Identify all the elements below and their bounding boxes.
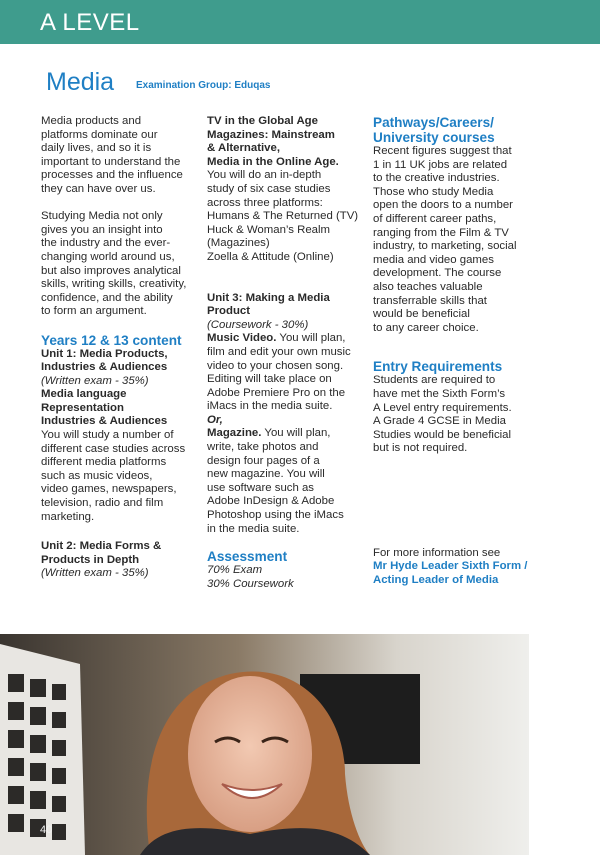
text-line: would be beneficial [373,308,470,321]
text-line: transferrable skills that [373,294,487,307]
text-line: also teaches valuable [373,280,483,293]
unit1-weight: (Written exam - 35%) [41,374,149,387]
heading-line: University courses [373,130,495,145]
unit3-title: Product [207,305,251,318]
text-line: the industry and the ever- [41,237,171,250]
student-photo [0,634,529,855]
text-line: iMacs in the media suite. [207,400,333,413]
header-banner [0,0,600,44]
entry-requirements-heading: Entry Requirements [373,359,503,375]
text-line: Students are required to [373,374,496,387]
text-line: A Grade 4 GCSE in Media [373,415,506,428]
topic-line: TV in the Global Age [207,115,318,127]
text-line: study of six case studies [207,182,331,195]
text-line: television, radio and film [41,497,164,510]
text-line: in the media suite. [207,522,300,535]
text-line: to form an argument. [41,305,147,318]
text-line: skills, writing skills, creativity, [41,278,187,291]
unit2-weight: (Written exam - 35%) [41,567,149,580]
contact-line: Acting Leader of Media [373,574,499,587]
unit3-section [207,292,365,537]
text-line: video games, newspapers, [41,483,177,496]
text-line: important to understand the [41,155,181,168]
text-line: confidence, and the ability [41,291,173,304]
exam-group-label: Examination Group: Eduqas [136,80,271,91]
more-info-text: For more information see [373,546,501,559]
music-video-label: Music Video. [207,332,277,345]
photo-illustration [0,634,529,855]
subject-title: Media [46,68,115,96]
unit1-section [41,348,199,525]
or-label: Or, [207,413,223,426]
unit2-topics [207,115,365,265]
text-line: but also improves analytical [41,264,181,277]
text-line: You will study a number of [41,429,174,442]
text-line: marketing. [41,510,95,523]
text-line: to the creative industries. [373,172,500,185]
topic-line: Magazines: Mainstream [207,128,335,141]
text-line: different case studies across [41,442,186,455]
column-3 [373,115,531,588]
text-line: 1 in 11 UK jobs are related [373,158,508,171]
text-line: open the doors to a number [373,199,513,212]
banner-title: A LEVEL [40,9,140,36]
column-1 [41,115,199,581]
text-line: processes and the influence [41,169,183,182]
text-line: Studies would be beneficial [373,428,512,441]
text-line: Zoella & Attitude (Online) [207,250,334,263]
text-line: Media products and [41,115,142,127]
text-line: Recent figures suggest that [373,145,512,157]
assessment-line: 70% Exam [207,564,263,577]
intro-paragraph [41,115,199,197]
magazine-label: Magazine. [207,427,262,440]
unit1-topic: Representation [41,401,124,414]
text-line: media and video games [373,253,494,266]
unit3-title: Unit 3: Making a Media [207,291,330,304]
page-number: 40 [40,824,53,836]
text-line: new magazine. You will [207,468,325,481]
years-content-heading: Years 12 & 13 content [41,332,182,348]
text-line: of different career paths, [373,212,497,225]
text-line: gives you an insight into [41,223,163,236]
text-line: Those who study Media [373,185,494,198]
text-line: video to your chosen song. [207,359,344,372]
text-line: but is not required. [373,442,468,455]
text-line: Editing will take place on [207,373,332,386]
topic-line: & Alternative, [207,142,281,155]
text-line: You will plan, [279,332,346,345]
text-line: film and edit your own music [207,345,351,358]
text-line: different media platforms [41,456,167,469]
text-line: write, take photos and [207,441,319,454]
text-line: design four pages of a [207,454,320,467]
text-line: You will plan, [264,427,331,440]
unit1-title: Industries & Audiences [41,361,168,374]
column-2 [207,115,365,591]
text-line: development. The course [373,267,502,280]
text-line: A Level entry requirements. [373,401,512,414]
text-line: Photoshop using the iMacs [207,509,344,522]
unit2-section [41,540,199,581]
text-line: Huck & Woman’s Realm [207,223,331,236]
text-line: ranging from the Film & TV [373,226,509,239]
assessment-heading: Assessment [207,549,288,565]
unit1-title: Unit 1: Media Products, [41,347,168,360]
text-line: they can have over us. [41,182,156,195]
text-line: industry, to marketing, social [373,240,517,253]
text-line: (Magazines) [207,237,270,250]
pathways-heading [373,115,531,145]
assessment-line: 30% Coursework [207,577,294,590]
unit2-title: Products in Depth [41,553,140,566]
text-line: Adobe InDesign & Adobe [207,495,335,508]
text-line: such as music videos, [41,469,153,482]
text-line: You will do an in-depth [207,169,322,182]
intro-paragraph-2 [41,210,199,319]
text-line: Humans & The Returned (TV) [207,210,359,223]
entry-requirements-body [373,374,531,456]
text-line: have met the Sixth Form’s [373,387,506,400]
unit3-weight: (Coursework - 30%) [207,318,309,331]
text-line: Studying Media not only [41,210,163,223]
text-line: changing world around us, [41,250,175,263]
text-line: use software such as [207,481,314,494]
text-line: daily lives, and so it is [41,142,152,155]
unit1-topic: Industries & Audiences [41,415,168,428]
text-line: to any career choice. [373,321,479,334]
text-line: Adobe Premiere Pro on the [207,386,346,399]
unit1-topic: Media language [41,388,127,401]
text-line: platforms dominate our [41,128,158,141]
topic-line: Media in the Online Age. [207,155,339,168]
unit2-title: Unit 2: Media Forms & [41,540,162,553]
text-line: across three platforms: [207,196,323,209]
pathways-body [373,145,531,335]
contact-line: Mr Hyde Leader Sixth Form / [373,560,528,573]
heading-line: Pathways/Careers/ [373,115,494,130]
